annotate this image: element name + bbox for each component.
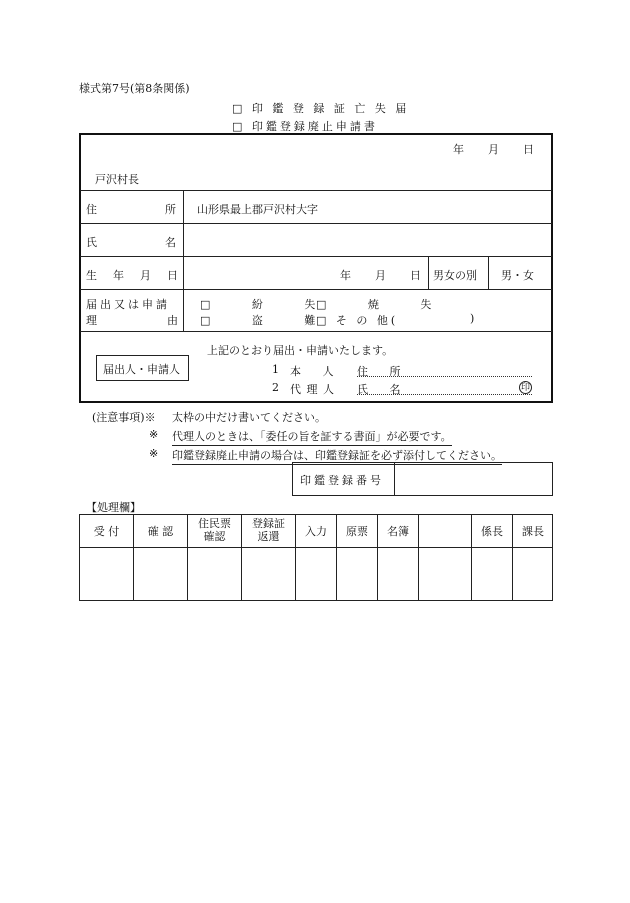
dob-label-4: 日 — [167, 269, 178, 282]
reason-label-line2-b: 由 — [167, 314, 178, 327]
processing-col-register: 名簿 — [387, 525, 409, 538]
dob-label-2: 年 — [113, 269, 124, 282]
title-option-abolition-request: □ 印鑑登録廃止申請書 — [232, 120, 378, 133]
address-label-1: 住 — [86, 203, 97, 216]
applicant-2-label: 代 理 人 — [290, 383, 334, 396]
processing-col-chief: 係長 — [481, 525, 503, 538]
reason-other-close: ) — [470, 312, 475, 325]
addressee: 戸沢村長 — [95, 173, 139, 186]
date-day: 日 — [523, 143, 534, 156]
processing-col-original: 原票 — [346, 525, 368, 538]
declaration-text: 上記のとおり届出・申請いたします。 — [207, 344, 394, 357]
note-1: 太枠の中だけ書いてください。 — [172, 411, 326, 424]
note-3: 印鑑登録廃止申請の場合は、印鑑登録証を必ず添付してください。 — [172, 447, 502, 465]
applicant-2-number: 2 — [272, 381, 279, 394]
note-3-mark: ※ — [149, 447, 159, 460]
reason-stolen-checkbox[interactable]: □ 盗 難 — [200, 314, 322, 327]
address-label-2: 所 — [165, 203, 176, 216]
processing-col-confirmation: 確 認 — [147, 525, 174, 538]
reason-label-line2-a: 理 — [86, 314, 97, 327]
registration-number-label: 印鑑登録番号 — [300, 474, 384, 487]
dob-label-1: 生 — [86, 269, 97, 282]
dob-year: 年 — [340, 269, 351, 282]
applicant-1-number: 1 — [272, 363, 279, 376]
dob-label-3: 月 — [140, 269, 151, 282]
note-2-mark: ※ — [149, 428, 159, 441]
applicant-2-name-line[interactable] — [357, 394, 532, 395]
processing-title: 【処理欄】 — [86, 501, 141, 514]
applicant-1-field-label: 住 所 — [357, 365, 401, 378]
gender-value[interactable]: 男・女 — [501, 269, 534, 282]
seal-mark: 印 — [520, 383, 530, 393]
reason-burned-checkbox[interactable]: □ 焼 失 — [316, 298, 438, 311]
date-year: 年 — [453, 143, 464, 156]
form-number: 様式第7号(第8条関係) — [79, 82, 190, 95]
note-2: 代理人のときは、「委任の旨を証する書面」が必要です。 — [172, 428, 452, 446]
notes-head: (注意事項)※ — [92, 411, 156, 424]
name-field[interactable] — [186, 226, 548, 252]
date-month: 月 — [488, 143, 499, 156]
processing-col-reception: 受 付 — [93, 525, 120, 538]
processing-col-section-head: 課長 — [522, 525, 544, 538]
name-label-2: 名 — [165, 236, 176, 249]
processing-col-input: 入力 — [305, 525, 327, 538]
applicant-1-address-line[interactable] — [357, 376, 532, 377]
reason-lost-checkbox[interactable]: □ 紛 失 — [200, 298, 322, 311]
dob-month: 月 — [375, 269, 386, 282]
applicant-box-label: 届出人・申請人 — [103, 363, 180, 376]
registration-number-value[interactable] — [400, 472, 548, 488]
processing-col-card-return: 登録証 返還 — [252, 517, 285, 543]
applicant-2-field-label: 氏 名 — [357, 383, 401, 396]
title-option-lost-notice: □ 印 鑑 登 録 証 亡 失 届 — [232, 102, 410, 115]
processing-col-resident-check: 住民票 確認 — [198, 517, 231, 543]
reason-other-checkbox[interactable]: □ そ の 他( — [316, 314, 399, 327]
address-value[interactable]: 山形県最上郡戸沢村大字 — [197, 203, 318, 216]
reason-label-line1: 届出又は申請 — [86, 298, 170, 311]
applicant-1-label: 本 人 — [290, 365, 334, 378]
name-label-1: 氏 — [86, 236, 97, 249]
dob-day: 日 — [410, 269, 421, 282]
gender-label: 男女の別 — [433, 269, 477, 282]
